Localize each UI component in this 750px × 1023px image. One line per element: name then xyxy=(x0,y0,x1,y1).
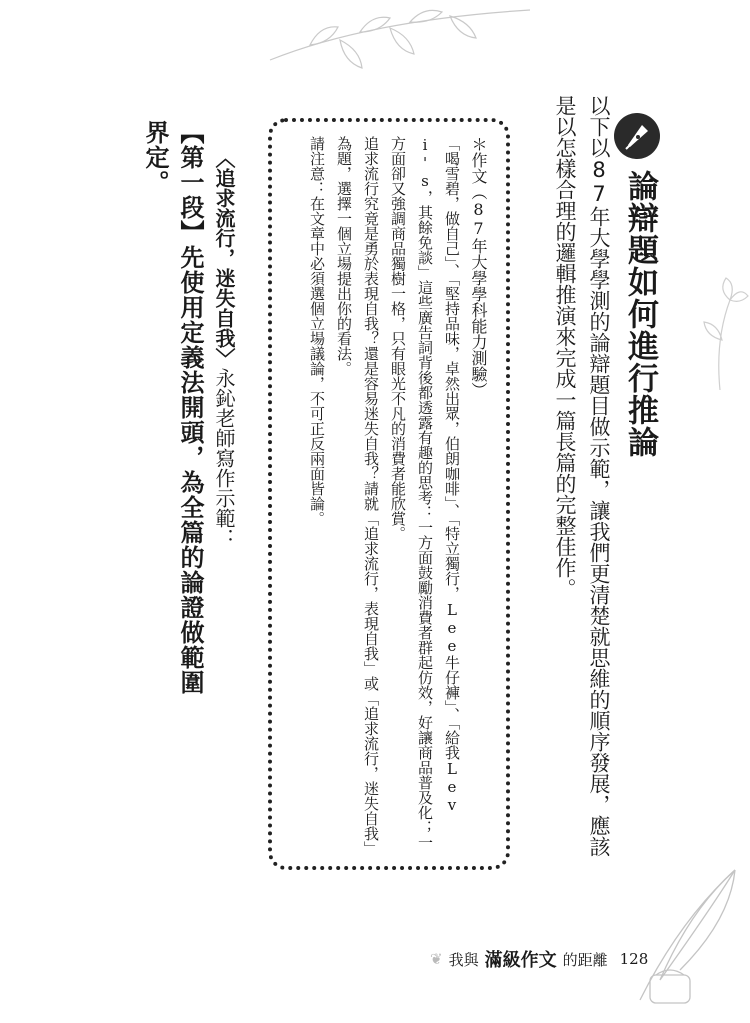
quill-inkwell-decoration xyxy=(620,860,750,1020)
page-title: 論辯題如何進行推論 xyxy=(622,170,658,458)
intro-paragraph: 以下以87年大學學測的論辯題目做示範，讓我們更清楚就思維的順序發展，應該是以怎樣合理的邏輯推演來完成一篇長篇的完整佳作。 xyxy=(553,95,611,857)
book-title-prefix: 我與 xyxy=(448,950,479,969)
page-footer xyxy=(430,946,648,972)
footer-leaf-icon: ❦ xyxy=(430,950,443,968)
leaf-decoration-top xyxy=(250,0,550,95)
section-text: 先使用定義法開頭，為全篇的論證做範圍界定。 xyxy=(141,120,204,695)
prompt-paragraph-2: 追求流行究竟是勇於表現自我？還是容易迷失自我？請就「追求流行，表現自我」或「追求流行，迷失自我」為題，選擇一個立場提出你的看法。 xyxy=(335,136,380,856)
demo-attribution: 永鈊老師寫作示範： xyxy=(212,368,236,548)
prompt-heading: ＊作文（87年大學學科能力測驗） xyxy=(469,136,488,398)
book-title-suffix: 的距離 xyxy=(562,950,608,969)
flower-decoration-right xyxy=(690,240,750,400)
prompt-paragraph-1: 「喝雪碧，做自己」、「堅持品味，卓然出眾，伯朗咖啡」、「特立獨行，Lee牛仔褲」、「給我Levi's，其餘免談」這些廣告詞背後都透露有趣的思考：一方面鼓勵消費者群起仿效，好讓商品普及化；一方面卻又強調商品獨樹一格，只有眼光不凡的消費者能欣賞。 xyxy=(389,136,461,850)
page-number: 128 xyxy=(619,950,649,968)
book-title-highlight: 滿級作文 xyxy=(484,950,557,971)
essay-prompt-box xyxy=(268,118,510,870)
demo-essay-title: 〈追求流行，迷失自我〉 xyxy=(212,148,236,368)
demo-subtitle xyxy=(210,148,239,548)
section-label: 【第一段】 xyxy=(176,120,204,245)
prompt-paragraph-3: 請注意：在文章中必須選個立場議論，不可正反兩面皆論。 xyxy=(308,136,326,526)
section-heading xyxy=(138,120,208,700)
pen-nib-icon xyxy=(614,113,660,159)
